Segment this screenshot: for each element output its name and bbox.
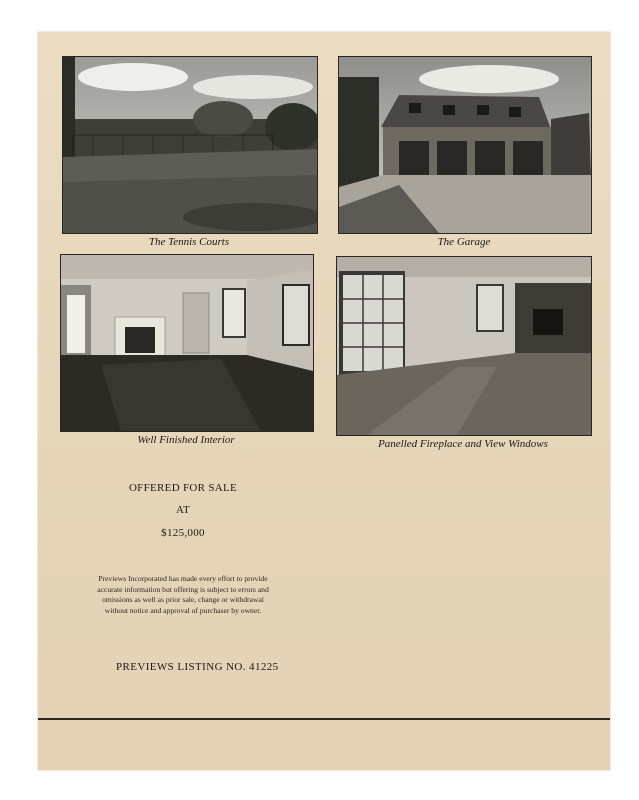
tennis-courts-photo — [62, 56, 318, 234]
offer-at-text: AT — [175, 504, 191, 516]
garage-caption: The Garage — [437, 236, 491, 248]
bottom-divider — [38, 718, 610, 720]
garage-photo — [338, 56, 592, 234]
interior-photo — [60, 254, 314, 432]
offer-price: $125,000 — [161, 527, 205, 539]
fireplace-caption: Panelled Fireplace and View Windows — [378, 438, 548, 450]
fireplace-photo — [336, 256, 592, 436]
brochure-page — [38, 32, 610, 770]
disclaimer-text: Previews Incorporated has made every effort to provide accurate information but offering is subject to errors and omissions as well as prior sale, change or withdrawal without notice and approval of purchaser by owner. — [97, 574, 269, 615]
tennis-courts-caption: The Tennis Courts — [148, 236, 230, 248]
interior-caption: Well Finished Interior — [137, 434, 235, 446]
offered-for-sale-heading: OFFERED FOR SALE — [128, 482, 238, 494]
listing-number: PREVIEWS LISTING NO. 41225 — [116, 661, 279, 673]
